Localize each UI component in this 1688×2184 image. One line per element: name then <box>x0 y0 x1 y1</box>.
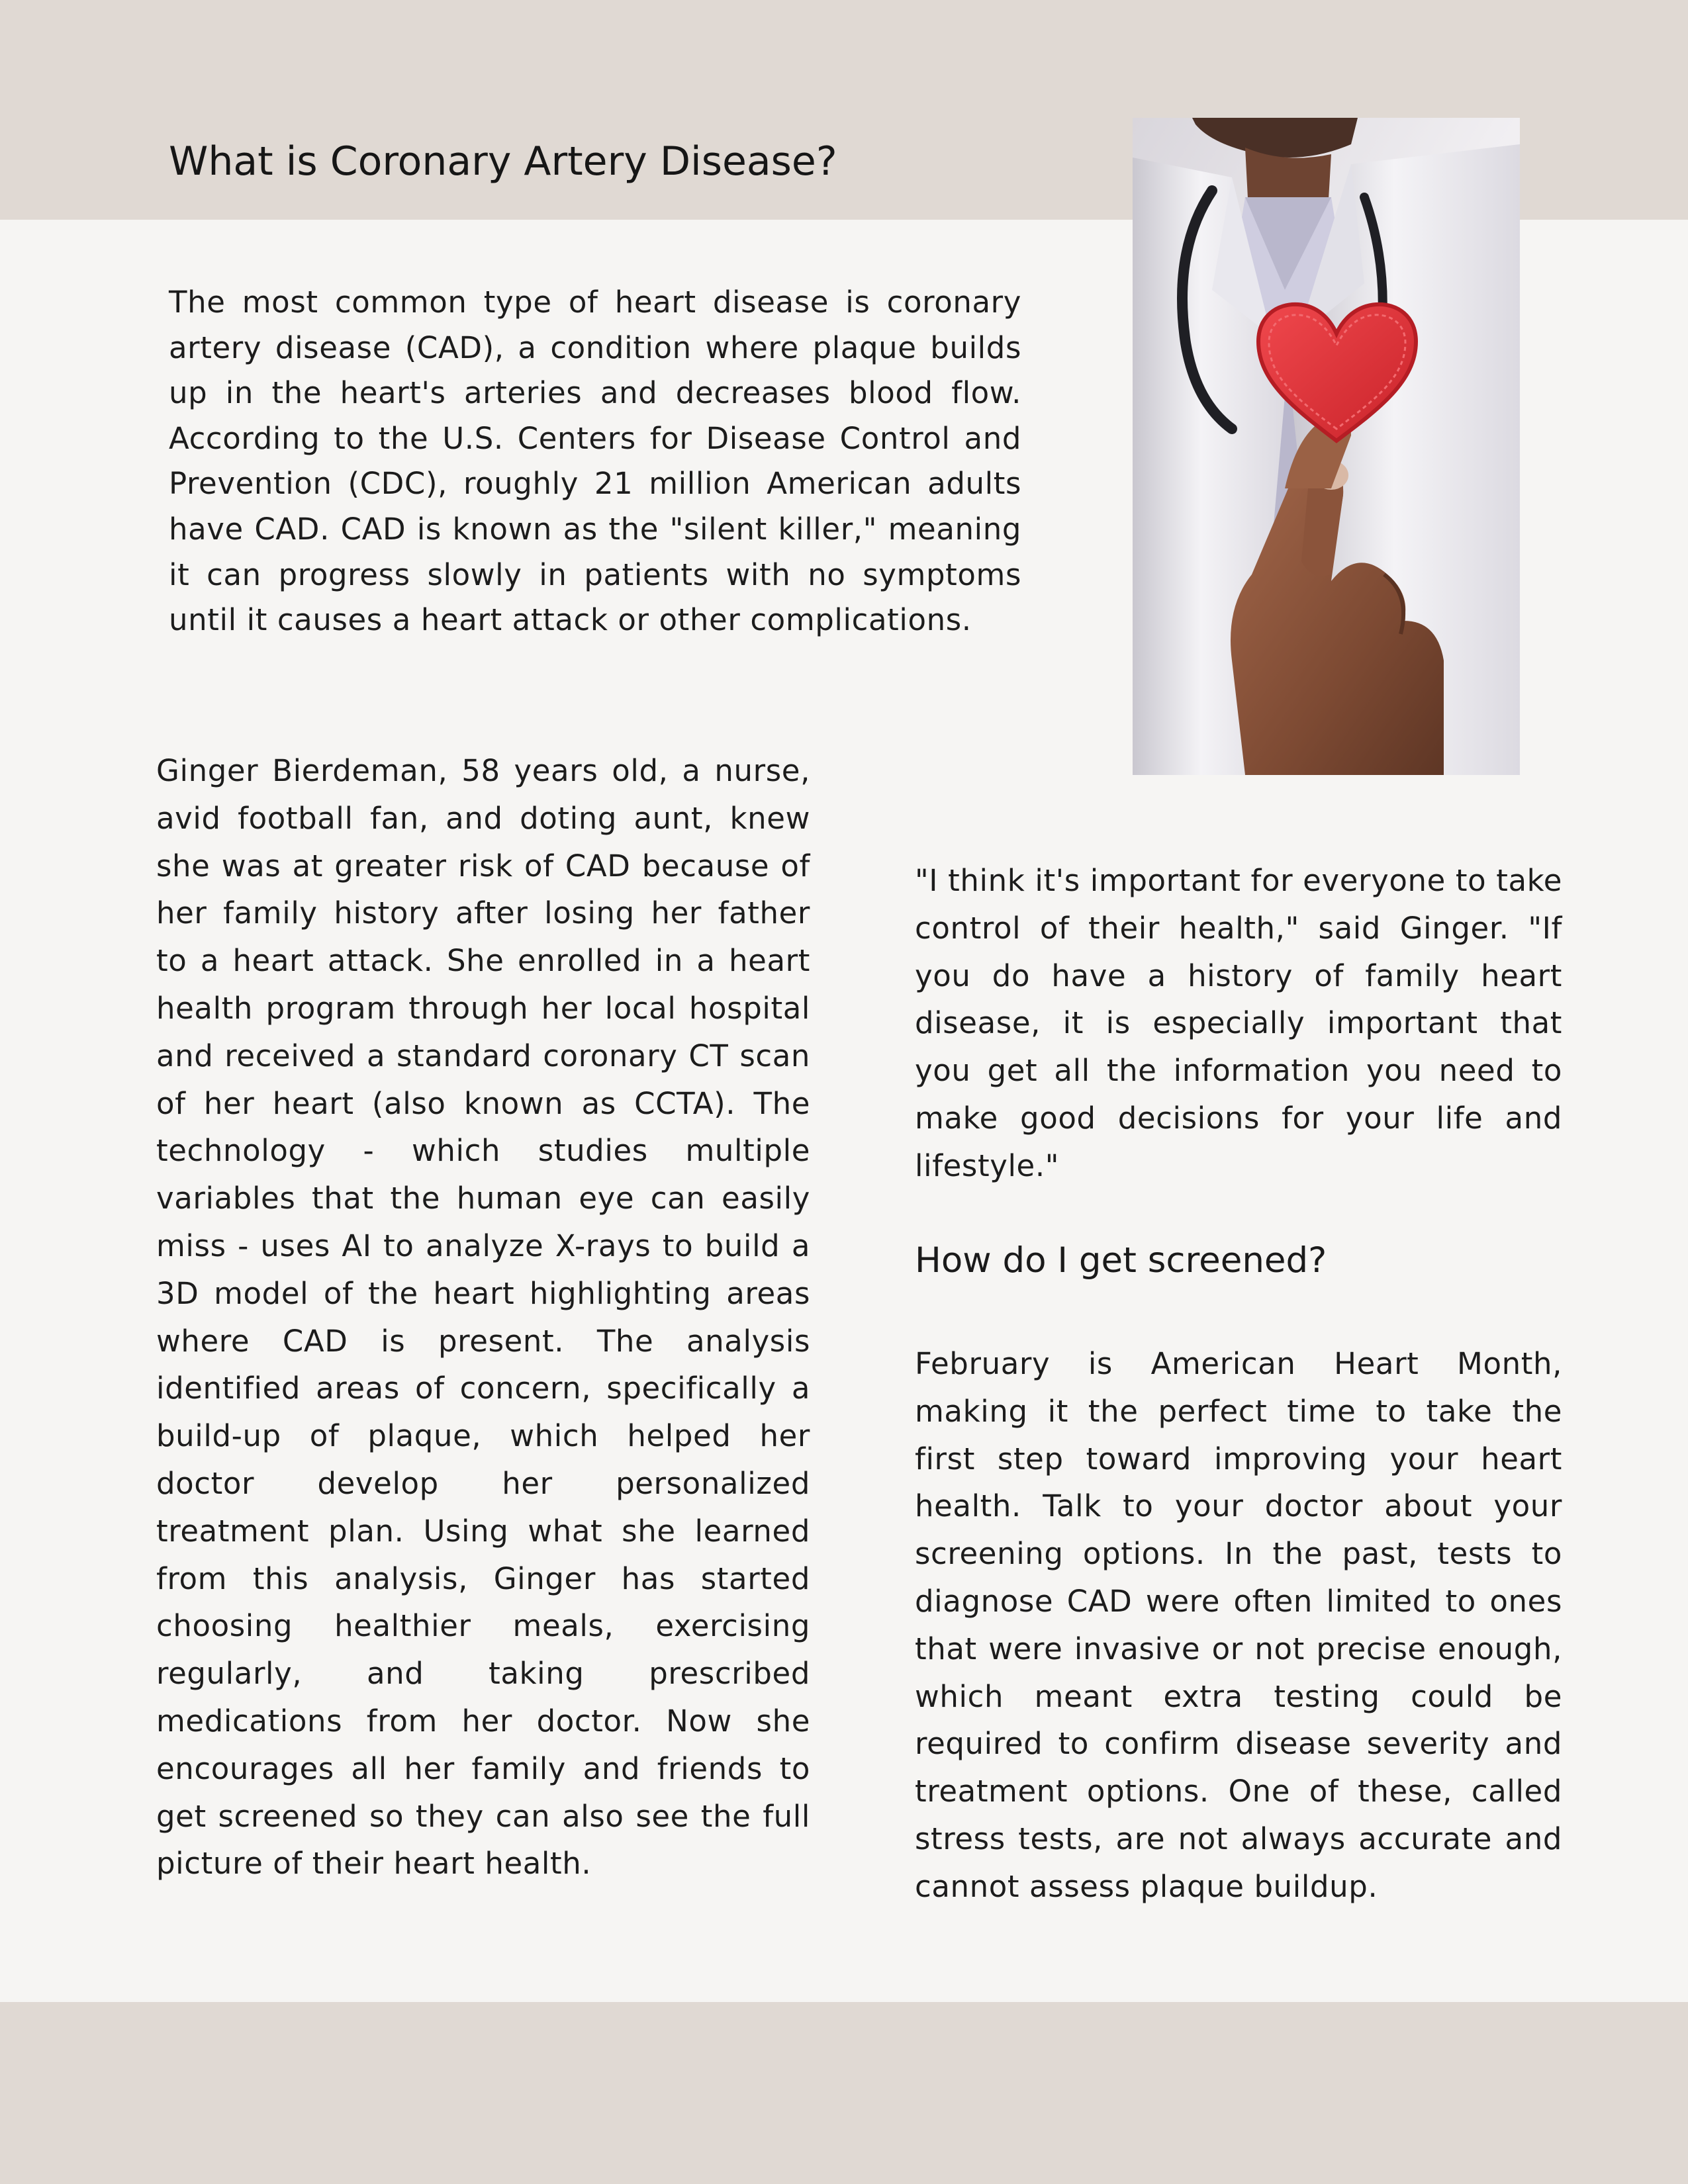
patient-quote-paragraph: "I think it's important for everyone to take control of their health," said Ginger. "If you do have a history of family heart disease, it is especially important that you get all the information you need to make good decisions for your life and lifestyle." <box>915 863 1562 1183</box>
page-title: What is Coronary Artery Disease? <box>169 138 837 185</box>
screening-heading: How do I get screened? <box>915 1240 1327 1281</box>
doctor-holding-heart-photo <box>1133 118 1520 775</box>
patient-story-paragraph: Ginger Bierdeman, 58 years old, a nurse, avid football fan, and doting aunt, knew she was at greater risk of CAD because of her family history after losing her father to a heart attack. She enrolled in a heart health program through her local hospital and received a standard coronary CT scan of her heart (also known as CCTA). The technology - which studies multiple variables that the human eye can easily miss - uses AI to analyze X-rays to build a 3D model of the heart highlighting areas where CAD is present. The analysis identified areas of concern, specifically a build-up of plaque, which helped her doctor develop her personalized treatment plan. Using what she learned from this analysis, Ginger has started choosing healthier meals, exercising regularly, and taking prescribed medications from her doctor. Now she encourages all her family and friends to get screened so they can also see the full picture of their heart health. <box>156 753 810 1882</box>
screening-paragraph: February is American Heart Month, making it the perfect time to take the first step toward improving your heart health. Talk to your doctor about your screening options. In the past, tests to diagnose CAD were often limited to ones that were invasive or not precise enough, which meant extra testing could be required to confirm disease severity and treatment options. One of these, called stress tests, are not always accurate and cannot assess plaque buildup. <box>915 1346 1562 1904</box>
intro-paragraph: The most common type of heart disease is coronary artery disease (CAD), a condition where plaque builds up in the heart's arteries and decreases blood flow. According to the U.S. Centers for Disease Control and Prevention (CDC), roughly 21 million American adults have CAD. CAD is known as the "silent killer," meaning it can progress slowly in patients with no symptoms until it causes a heart attack or other complications. <box>169 285 1021 638</box>
footer-band <box>0 2002 1688 2184</box>
